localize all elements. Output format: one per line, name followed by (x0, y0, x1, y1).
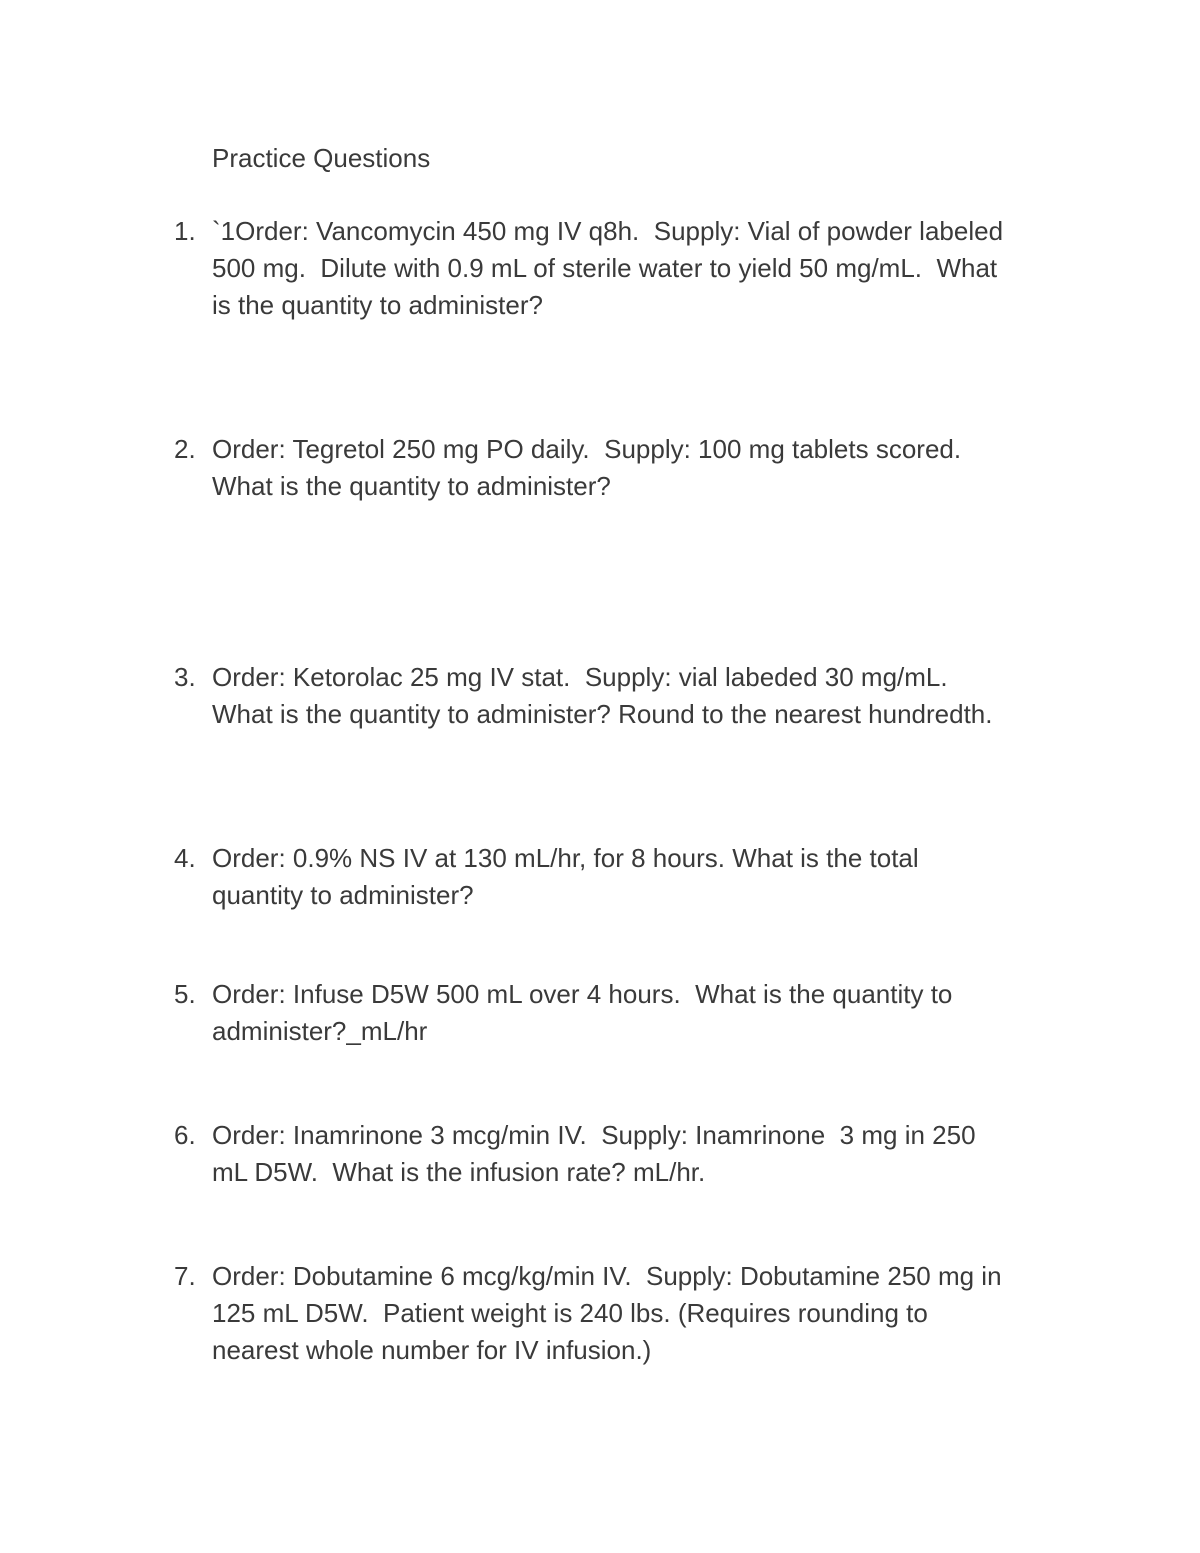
question-text-line: is the quantity to administer? (212, 290, 543, 320)
question-number: 2. (174, 434, 196, 464)
question-text-line: Order: Tegretol 250 mg PO daily. Supply: 100 mg tablets scored. (212, 434, 962, 464)
question-text-line: What is the quantity to administer? Round to the nearest hundredth. (212, 699, 993, 729)
question-text-line: `1Order: Vancomycin 450 mg IV q8h. Supply: Vial of powder labeled (212, 216, 1004, 246)
question-number: 7. (174, 1261, 196, 1291)
question-text-line: Order: Dobutamine 6 mcg/kg/min IV. Supply: Dobutamine 250 mg in (212, 1261, 1002, 1291)
question-text-line: 500 mg. Dilute with 0.9 mL of sterile water to yield 50 mg/mL. What (212, 253, 998, 283)
question-text-line: quantity to administer? (212, 880, 474, 910)
question-text-line: What is the quantity to administer? (212, 471, 611, 501)
question-text-line: 125 mL D5W. Patient weight is 240 lbs. (Requires rounding to (212, 1298, 928, 1328)
question-text-line: Order: Infuse D5W 500 mL over 4 hours. What is the quantity to (212, 979, 953, 1009)
question-text-line: Order: Inamrinone 3 mcg/min IV. Supply: Inamrinone 3 mg in 250 (212, 1120, 976, 1150)
question-text-line: Order: 0.9% NS IV at 130 mL/hr, for 8 hours. What is the total (212, 843, 919, 873)
question-text-line: mL D5W. What is the infusion rate? mL/hr. (212, 1157, 706, 1187)
question-text-line: Order: Ketorolac 25 mg IV stat. Supply: vial labeded 30 mg/mL. (212, 662, 948, 692)
page-title: Practice Questions (212, 143, 431, 173)
question-number: 5. (174, 979, 196, 1009)
question-text-line: administer?_mL/hr (212, 1016, 428, 1046)
question-text-line: nearest whole number for IV infusion.) (212, 1335, 652, 1365)
question-number: 6. (174, 1120, 196, 1150)
question-number: 4. (174, 843, 196, 873)
question-number: 3. (174, 662, 196, 692)
question-number: 1. (174, 216, 196, 246)
